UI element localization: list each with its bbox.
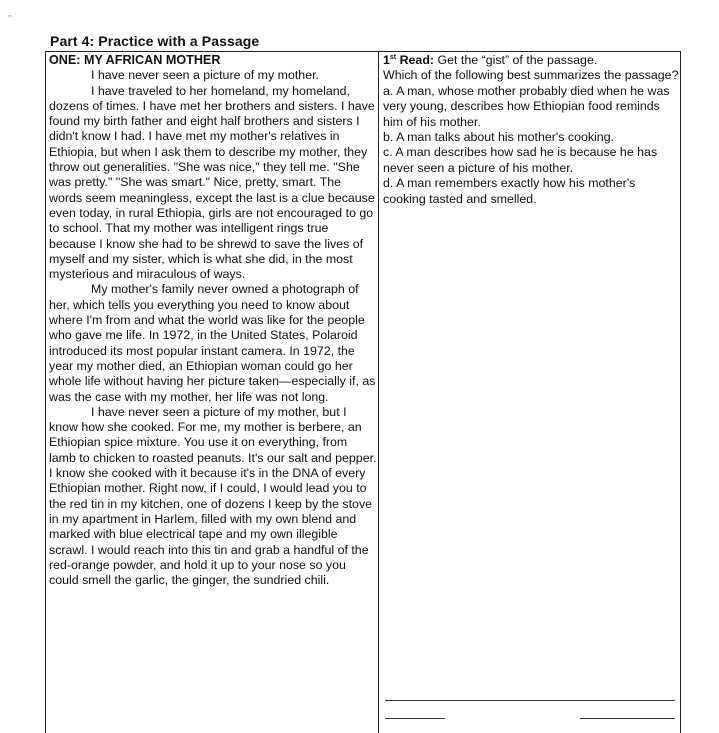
page-title: Part 4: Practice with a Passage — [50, 33, 260, 49]
passage-column — [49, 53, 377, 588]
answer-option-b[interactable]: b. A man talks about his mother's cooking. — [383, 130, 615, 145]
question-prompt: Which of the following best summarizes the passage? — [383, 68, 679, 83]
read-heading — [383, 53, 679, 68]
question-column — [383, 53, 679, 207]
passage-paragraph-2: I have traveled to her homeland, my homeland, dozens of times. I have met her brothers and sisters. I have found my birth father and eight half brothers and sisters I didn't know I had. I have met my mother's relatives in Ethiopia, but when I ask them to describe my mother, they throw out generalities. "She was nice," they tell me. "She was pretty." "She was smart." Nice, pretty, smart. The words seem meaningless, except the last is a clue because even today, in rural Ethiopia, girls are not encouraged to go to school. That my mother was intelligent rings true because I know she had to be shrewd to save the lives of myself and my sister, which is what she did, in the most mysterious and miraculous of ways. — [49, 83, 375, 282]
passage-paragraph-3: My mother's family never owned a photograph of her, which tells you everything you need to know about where I'm from and what the world was like for the people who gave me life. In 1972, in the United States, Polaroid introduced its most popular instant camera. In 1972, the year my mother died, an Ethiopian woman could go her whole life without having her picture taken—especially if, as was the case with my mother, her life was not long. — [49, 282, 376, 404]
table-right-border — [680, 51, 681, 733]
read-suffix: st — [389, 53, 397, 61]
answer-option-d[interactable]: d. A man remembers exactly how his mother's cooking tasted and smelled. — [383, 176, 636, 206]
answer-line-1[interactable] — [385, 700, 675, 701]
read-number: 1 — [383, 53, 390, 67]
passage-paragraph-1: I have never seen a picture of my mother. — [91, 68, 319, 83]
answer-line-2b[interactable] — [580, 718, 675, 719]
answer-line-2a[interactable] — [385, 718, 445, 719]
read-label: Read: — [399, 53, 435, 67]
column-divider — [378, 51, 379, 733]
passage-paragraph-4: I have never seen a picture of my mother, but I know how she cooked. For me, my mother is berbere, an Ethiopian spice mixture. You use it on everything, from lamb to chicken to roasted peanuts. It's our salt and pepper. I know she cooked with it because it's in the DNA of every Ethiopian mother. Right now, if I could, I would lead you to the red tin in my kitchen, one of dozens I keep by the stove in my apartment in Harlem, filled with my own blend and marked with blue electrical tape and my own illegible scrawl. I would reach into this tin and grab a handful of the red-orange powder, and hold it up to your nose so you could smell the garlic, the ginger, the sundried chili. — [49, 404, 377, 588]
read-instruction: Get the “gist” of the passage. — [437, 53, 598, 67]
scan-mark: „ — [8, 8, 12, 19]
answer-option-c[interactable]: c. A man describes how sad he is because he has never seen a picture of his mother. — [383, 145, 658, 175]
answer-option-a[interactable]: a. A man, whose mother probably died when he was very young, describes how Ethiopian food reminds him of his mother. — [383, 83, 670, 129]
passage-heading: ONE: MY AFRICAN MOTHER — [49, 53, 221, 67]
